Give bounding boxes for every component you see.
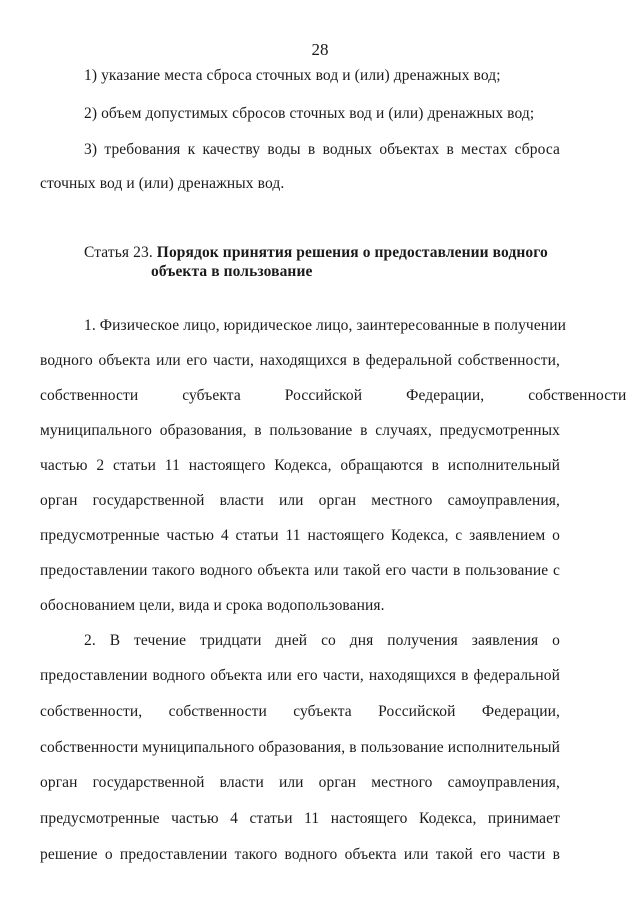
paragraph-2-line: собственности муниципального образования, в пользование исполнительный xyxy=(40,739,560,756)
paragraph-1-line: предусмотренные частью 4 статьи 11 настоящего Кодекса, с заявлением о xyxy=(40,527,560,544)
paragraph-1-line: 1. Физическое лицо, юридическое лицо, заинтересованные в получении xyxy=(84,317,566,334)
paragraph-2-line: орган государственной власти или орган местного самоуправления, xyxy=(40,774,560,791)
paragraph-1-line: муниципального образования, в пользование в случаях, предусмотренных xyxy=(40,422,560,439)
paragraph-1-line: орган государственной власти или орган местного самоуправления, xyxy=(40,492,560,509)
paragraph-2-line: 2. В течение тридцати дней со дня получения заявления о xyxy=(84,632,560,649)
paragraph-2-line: предоставлении водного объекта или его части, находящихся в федеральной xyxy=(40,667,560,684)
paragraph-2-line: предусмотренные частью 4 статьи 11 настоящего Кодекса, принимает xyxy=(40,810,560,827)
paragraph-2-line: собственности, собственности субъекта Российской Федерации, xyxy=(40,703,560,720)
paragraph-1-line: частью 2 статьи 11 настоящего Кодекса, обращаются в исполнительный xyxy=(40,457,560,474)
page-number: 28 xyxy=(311,40,329,59)
article-title-line1: Порядок принятия решения о предоставлении водного xyxy=(156,244,548,261)
paragraph-2-line: решение о предоставлении такого водного объекта или такой его части в xyxy=(40,846,560,863)
paragraph-1-line: обоснованием цели, вида и срока водопользования. xyxy=(40,597,385,614)
article-heading xyxy=(84,243,548,263)
list-item-2: 2) объем допустимых сбросов сточных вод и (или) дренажных вод; xyxy=(84,105,535,122)
list-item-3-continuation: сточных вод и (или) дренажных вод. xyxy=(40,175,285,192)
list-item-3: 3) требования к качеству воды в водных объектах в местах сброса xyxy=(84,141,560,158)
article-title-line2: объекта в пользование xyxy=(151,263,313,280)
paragraph-1-line: водного объекта или его части, находящихся в федеральной собственности, xyxy=(40,352,560,369)
paragraph-1-line: предоставлении такого водного объекта или такой его части в пользование с xyxy=(40,562,560,579)
article-label: Статья 23. xyxy=(84,244,153,261)
list-item-1: 1) указание места сброса сточных вод и (или) дренажных вод; xyxy=(84,67,501,84)
paragraph-1-line: собственности субъекта Российской Федерации, собственности xyxy=(40,387,627,404)
